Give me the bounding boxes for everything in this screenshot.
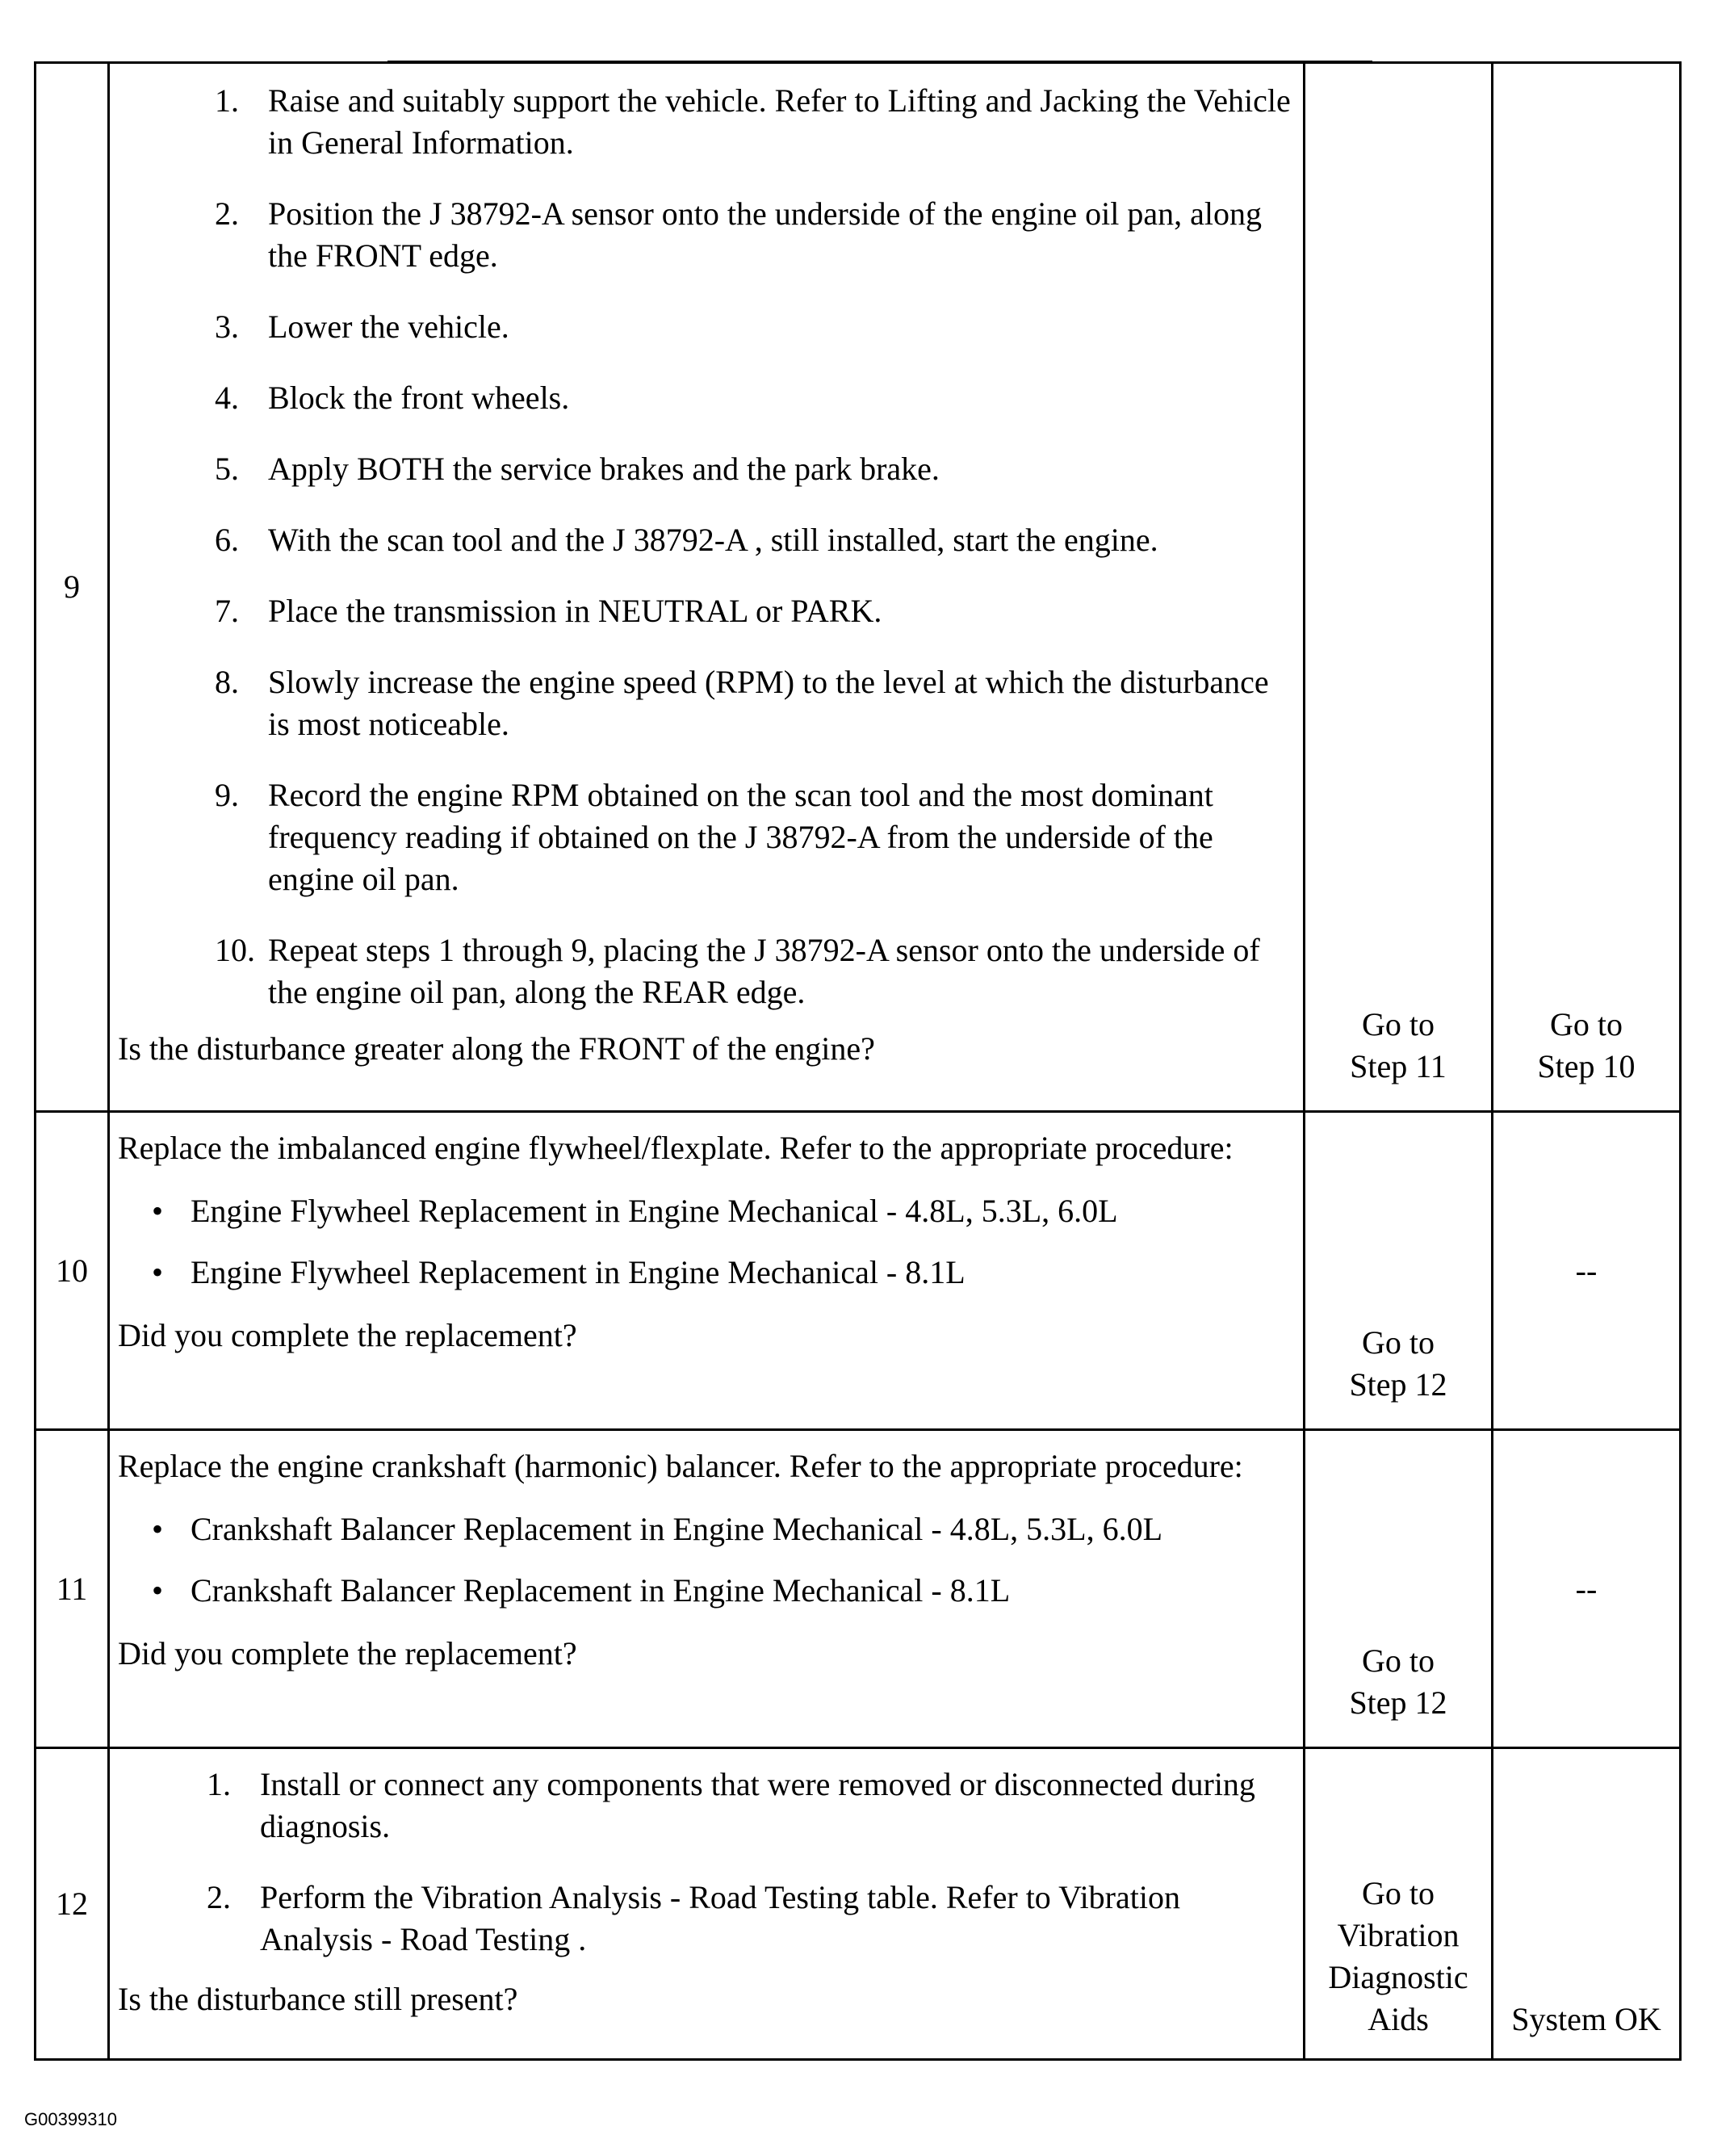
table-row-step-10 [36,1112,1681,1430]
list-item: 3. Lower the vehicle. [215,308,509,345]
step-number: 11 [36,1430,109,1748]
question-text: Did you complete the replacement? [118,1317,577,1353]
list-item: 8. Slowly increase the engine speed (RPM) to the level at which the disturbance is most noticeable. [215,664,1269,742]
yes-result: Go to Vibration Diagnostic Aids [1305,1748,1493,2060]
intro-text: Replace the engine crankshaft (harmonic) balancer. Refer to the appropriate procedure: [118,1448,1243,1484]
action-cell [109,1748,1305,2060]
question-text: Is the disturbance still present? [118,1981,518,2017]
intro-text: Replace the imbalanced engine flywheel/flexplate. Refer to the appropriate procedure: [118,1130,1234,1166]
list-item: 1. Raise and suitably support the vehicle. Refer to Lifting and Jacking the Vehicle in General Information. [215,82,1291,161]
no-result: Go to Step 10 [1493,63,1681,1112]
list-item: 2. Perform the Vibration Analysis - Road Testing table. Refer to Vibration Analysis - Road Testing . [207,1879,1180,1957]
list-item: 5. Apply BOTH the service brakes and the park brake. [215,451,940,487]
diagnostic-table [34,61,1682,2061]
question-text: Is the disturbance greater along the FRONT of the engine? [118,1030,875,1067]
procedure-steps [110,1764,1295,1961]
yes-result: Go to Step 12 [1305,1112,1493,1430]
list-item: 1. Install or connect any components that were removed or disconnected during diagnosis. [207,1766,1255,1844]
yes-result: Go to Step 11 [1305,63,1493,1112]
no-result: -- [1493,1112,1681,1430]
list-item: 7. Place the transmission in NEUTRAL or PARK. [215,593,882,629]
table-row-step-12 [36,1748,1681,2060]
action-cell [109,1112,1305,1430]
yes-result: Go to Step 12 [1305,1430,1493,1748]
list-item: 9. Record the engine RPM obtained on the scan tool and the most dominant frequency reading if obtained on the J 38792-A from the underside of the engine oil pan. [215,777,1213,897]
action-cell [109,63,1305,1112]
no-result: -- [1493,1430,1681,1748]
list-item: • Crankshaft Balancer Replacement in Engine Mechanical - 8.1L [152,1572,1011,1609]
action-cell [109,1430,1305,1748]
table-row-step-11 [36,1430,1681,1748]
table-row-step-9 [36,63,1681,1112]
list-item: • Engine Flywheel Replacement in Engine Mechanical - 8.1L [152,1254,966,1290]
step-number: 12 [36,1748,109,2060]
procedure-steps [110,80,1295,1013]
list-item: • Engine Flywheel Replacement in Engine Mechanical - 4.8L, 5.3L, 6.0L [152,1193,1118,1229]
list-item: 10. Repeat steps 1 through 9, placing the J 38792-A sensor onto the underside of the engine oil pan, along the REAR edge. [215,932,1260,1010]
list-item: 4. Block the front wheels. [215,380,570,416]
no-result: System OK [1493,1748,1681,2060]
question-text: Did you complete the replacement? [118,1635,577,1672]
procedure-links [118,1508,1295,1612]
list-item: 6. With the scan tool and the J 38792-A , still installed, start the engine. [215,522,1158,558]
list-item: 2. Position the J 38792-A sensor onto the underside of the engine oil pan, along the FRONT edge. [215,195,1262,274]
step-number: 10 [36,1112,109,1430]
step-number: 9 [36,63,109,1112]
list-item: • Crankshaft Balancer Replacement in Engine Mechanical - 4.8L, 5.3L, 6.0L [152,1511,1163,1547]
procedure-links [118,1190,1295,1294]
figure-id: G00399310 [24,2109,117,2129]
